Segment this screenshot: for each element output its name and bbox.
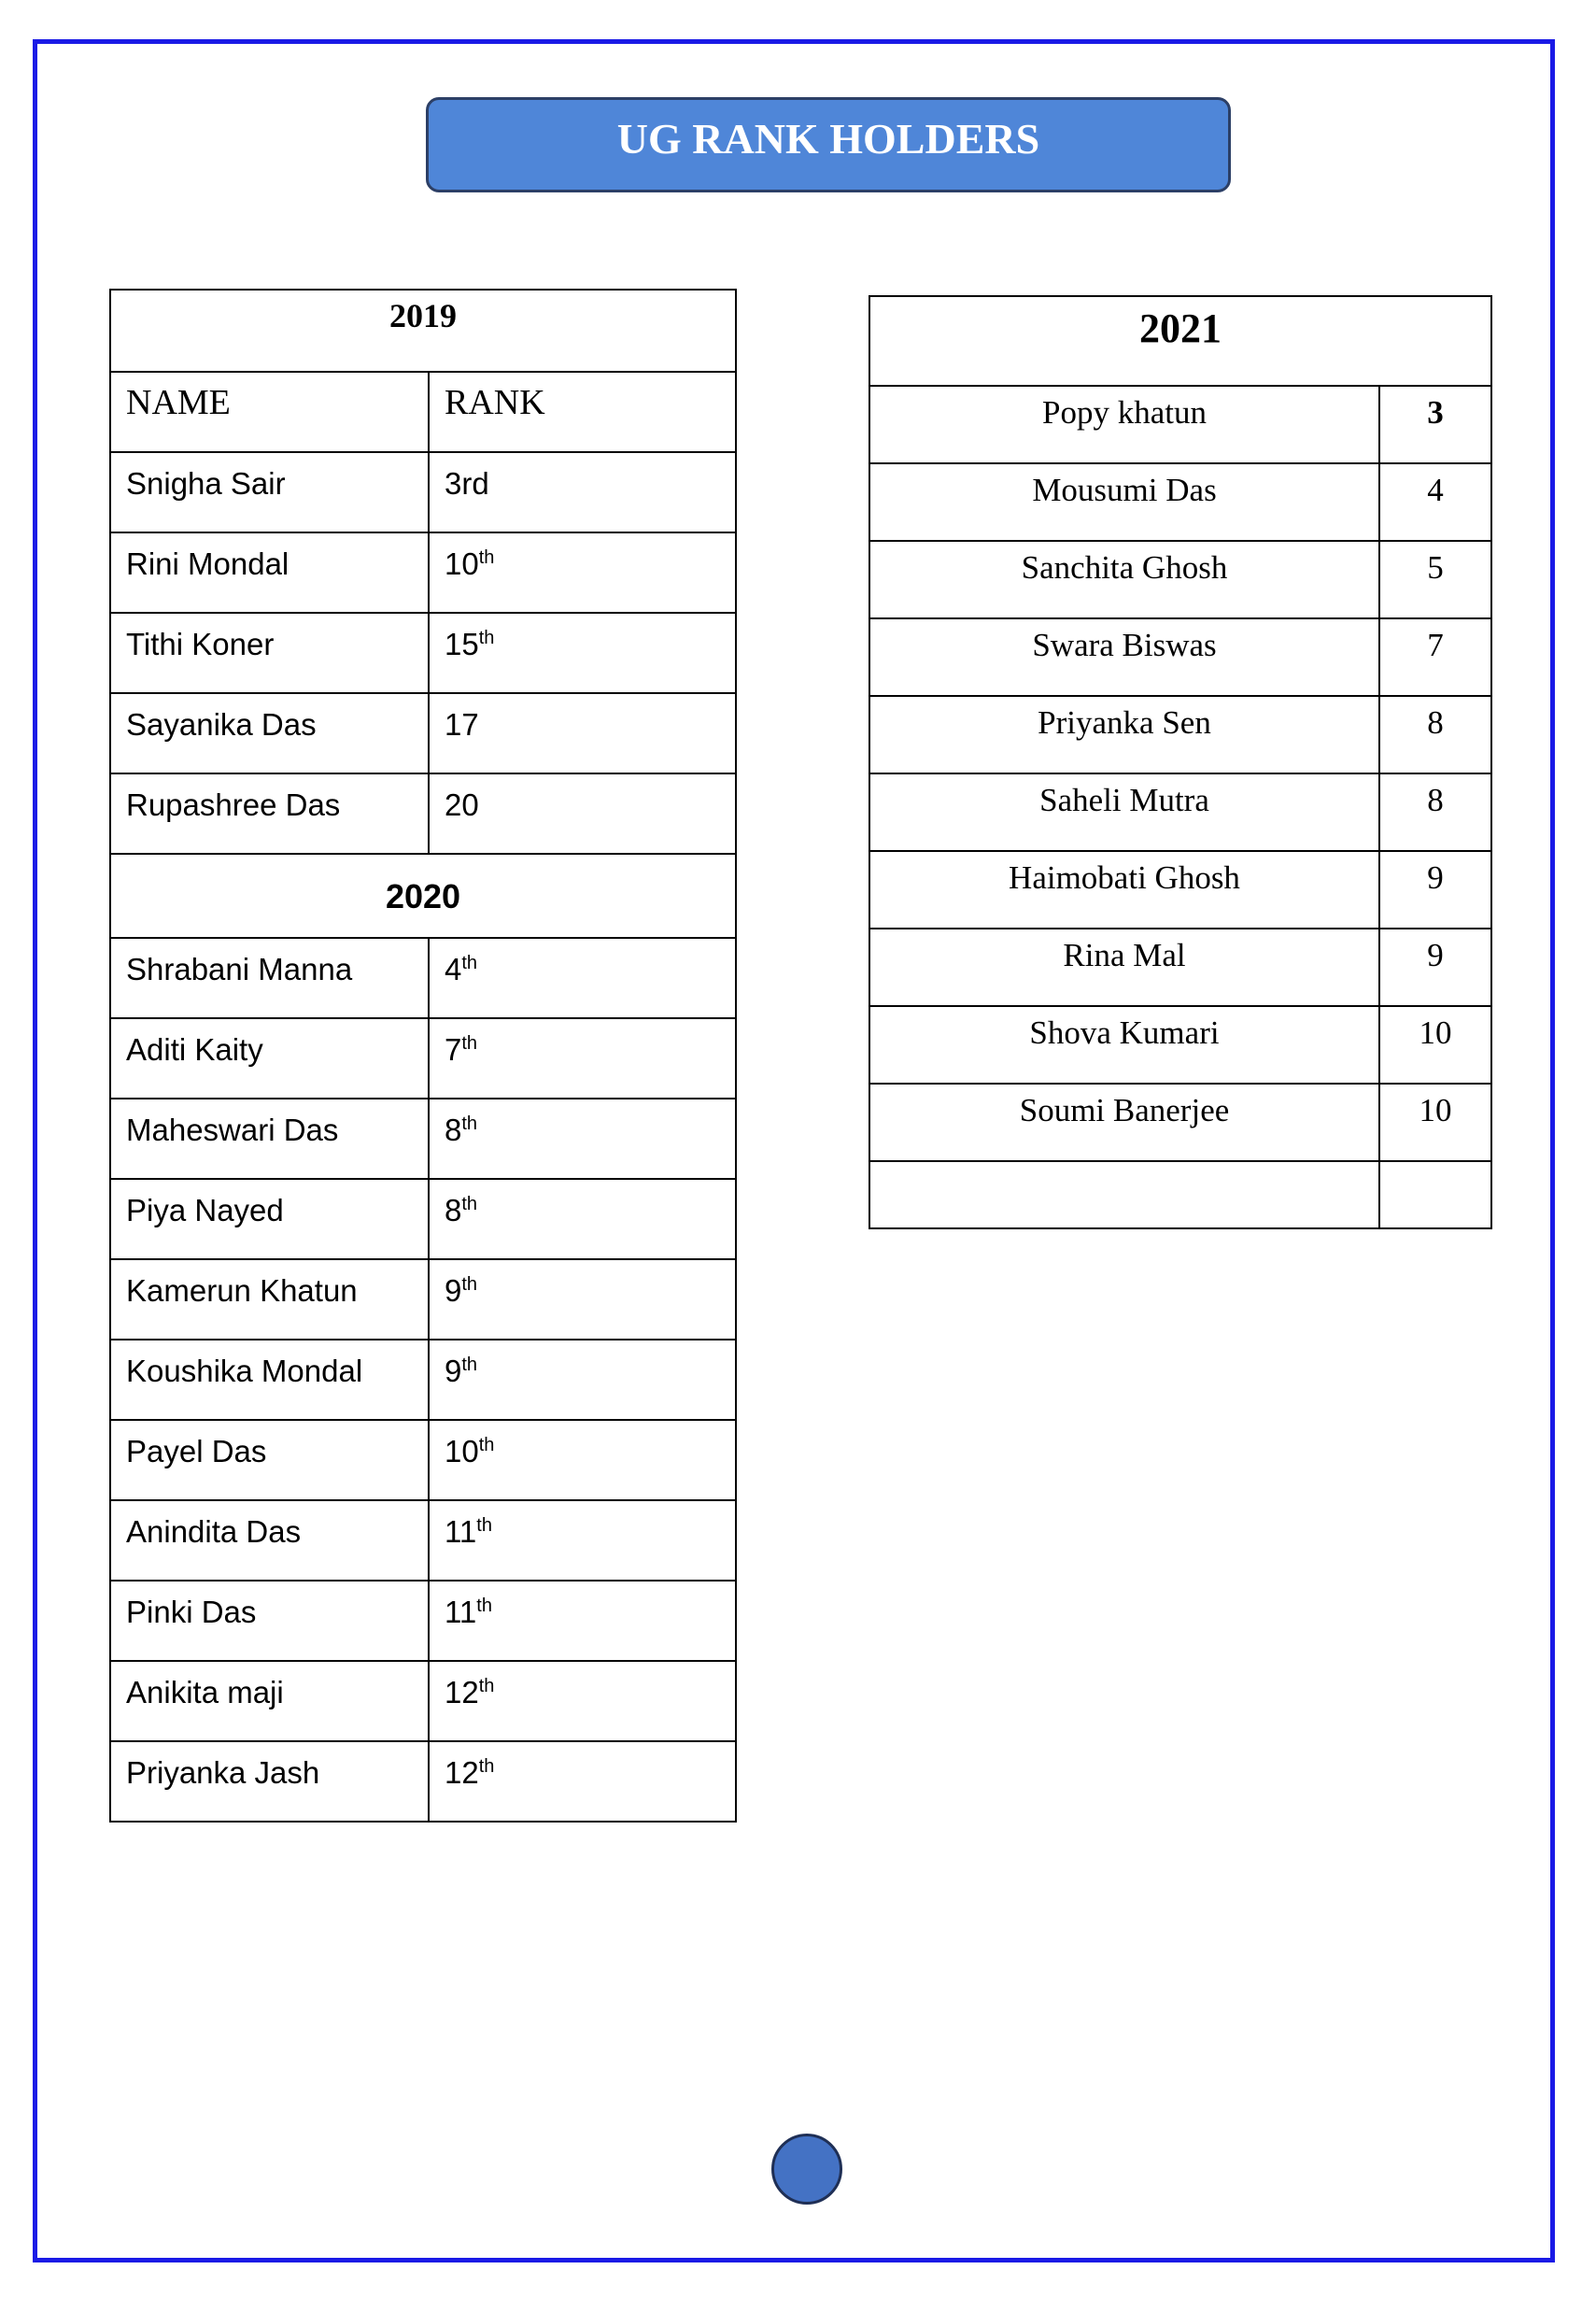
table-row xyxy=(110,532,736,613)
name-cell: Popy khatun xyxy=(869,386,1379,463)
rank-cell: 9 xyxy=(1379,929,1491,1006)
table-row xyxy=(869,929,1491,1006)
name-cell: Soumi Banerjee xyxy=(869,1084,1379,1161)
table-row xyxy=(110,1018,736,1099)
name-cell: Piya Nayed xyxy=(110,1179,429,1259)
table-row xyxy=(869,1084,1491,1161)
rank-cell: 3 xyxy=(1379,386,1491,463)
name-cell: Aditi Kaity xyxy=(110,1018,429,1099)
year-label: 2019 xyxy=(389,297,457,334)
rank-cell: 4th xyxy=(429,938,736,1018)
name-cell: Sanchita Ghosh xyxy=(869,541,1379,618)
name-cell: Swara Biswas xyxy=(869,618,1379,696)
table-row xyxy=(869,618,1491,696)
name-cell xyxy=(869,1161,1379,1228)
name-cell: Anikita maji xyxy=(110,1661,429,1741)
table-row xyxy=(110,773,736,854)
year-label: 2020 xyxy=(385,877,461,915)
table-row xyxy=(110,1581,736,1661)
table-row xyxy=(110,938,736,1018)
year-header-2019 xyxy=(110,290,736,372)
title-banner xyxy=(426,97,1231,192)
name-cell: Kamerun Khatun xyxy=(110,1259,429,1340)
rank-cell: 7th xyxy=(429,1018,736,1099)
name-cell: Rupashree Das xyxy=(110,773,429,854)
name-cell: Saheli Mutra xyxy=(869,773,1379,851)
table-row xyxy=(110,1500,736,1581)
rank-cell: 15th xyxy=(429,613,736,693)
rank-cell: 7 xyxy=(1379,618,1491,696)
rank-cell: 5 xyxy=(1379,541,1491,618)
table-row xyxy=(110,452,736,532)
rank-cell: 8 xyxy=(1379,696,1491,773)
name-cell: Maheswari Das xyxy=(110,1099,429,1179)
name-cell: Koushika Mondal xyxy=(110,1340,429,1420)
rank-cell: 4 xyxy=(1379,463,1491,541)
name-cell: Shrabani Manna xyxy=(110,938,429,1018)
rank-cell: 12th xyxy=(429,1741,736,1822)
year-header-row xyxy=(110,290,736,372)
table-row xyxy=(110,1179,736,1259)
table-row xyxy=(869,541,1491,618)
rank-cell: 8 xyxy=(1379,773,1491,851)
year-header-2021 xyxy=(869,296,1491,386)
rank-cell: 8th xyxy=(429,1179,736,1259)
table-row xyxy=(110,1099,736,1179)
name-cell: Rini Mondal xyxy=(110,532,429,613)
year-header-2020 xyxy=(110,854,736,938)
name-cell: Mousumi Das xyxy=(869,463,1379,541)
name-cell: Priyanka Sen xyxy=(869,696,1379,773)
table-row xyxy=(869,463,1491,541)
rank-cell xyxy=(1379,1161,1491,1228)
empty-row xyxy=(869,1161,1491,1228)
name-cell: Anindita Das xyxy=(110,1500,429,1581)
column-header-name: NAME xyxy=(110,372,429,452)
table-row xyxy=(869,1006,1491,1084)
name-cell: Sayanika Das xyxy=(110,693,429,773)
rank-cell: 17 xyxy=(429,693,736,773)
table-row xyxy=(110,693,736,773)
name-cell: Shova Kumari xyxy=(869,1006,1379,1084)
rank-cell: 9th xyxy=(429,1259,736,1340)
rank-cell: 10th xyxy=(429,532,736,613)
rank-table-2019-2020 xyxy=(109,289,737,1823)
name-cell: Rina Mal xyxy=(869,929,1379,1006)
table-row xyxy=(110,1259,736,1340)
name-cell: Payel Das xyxy=(110,1420,429,1500)
rank-cell: 11th xyxy=(429,1500,736,1581)
table-row xyxy=(110,1661,736,1741)
rank-cell: 8th xyxy=(429,1099,736,1179)
year-label: 2021 xyxy=(1139,305,1222,351)
year-header-row xyxy=(110,854,736,938)
table-row xyxy=(110,1741,736,1822)
rank-cell: 3rd xyxy=(429,452,736,532)
table-row xyxy=(869,386,1491,463)
column-header-rank: RANK xyxy=(429,372,736,452)
name-cell: Snigha Sair xyxy=(110,452,429,532)
name-cell: Pinki Das xyxy=(110,1581,429,1661)
name-cell: Tithi Koner xyxy=(110,613,429,693)
table-row xyxy=(869,696,1491,773)
table-row xyxy=(110,1420,736,1500)
table-row xyxy=(110,613,736,693)
name-cell: Priyanka Jash xyxy=(110,1741,429,1822)
table-row xyxy=(869,773,1491,851)
column-header-row xyxy=(110,372,736,452)
page-title: UG RANK HOLDERS xyxy=(616,114,1040,163)
rank-table-2021 xyxy=(869,295,1492,1229)
name-cell: Haimobati Ghosh xyxy=(869,851,1379,929)
rank-cell: 10 xyxy=(1379,1006,1491,1084)
rank-cell: 11th xyxy=(429,1581,736,1661)
page-marker-circle xyxy=(771,2134,842,2205)
rank-cell: 10 xyxy=(1379,1084,1491,1161)
rank-cell: 20 xyxy=(429,773,736,854)
rank-cell: 9 xyxy=(1379,851,1491,929)
rank-cell: 12th xyxy=(429,1661,736,1741)
rank-cell: 10th xyxy=(429,1420,736,1500)
rank-cell: 9th xyxy=(429,1340,736,1420)
year-header-row xyxy=(869,296,1491,386)
table-row xyxy=(110,1340,736,1420)
table-row xyxy=(869,851,1491,929)
